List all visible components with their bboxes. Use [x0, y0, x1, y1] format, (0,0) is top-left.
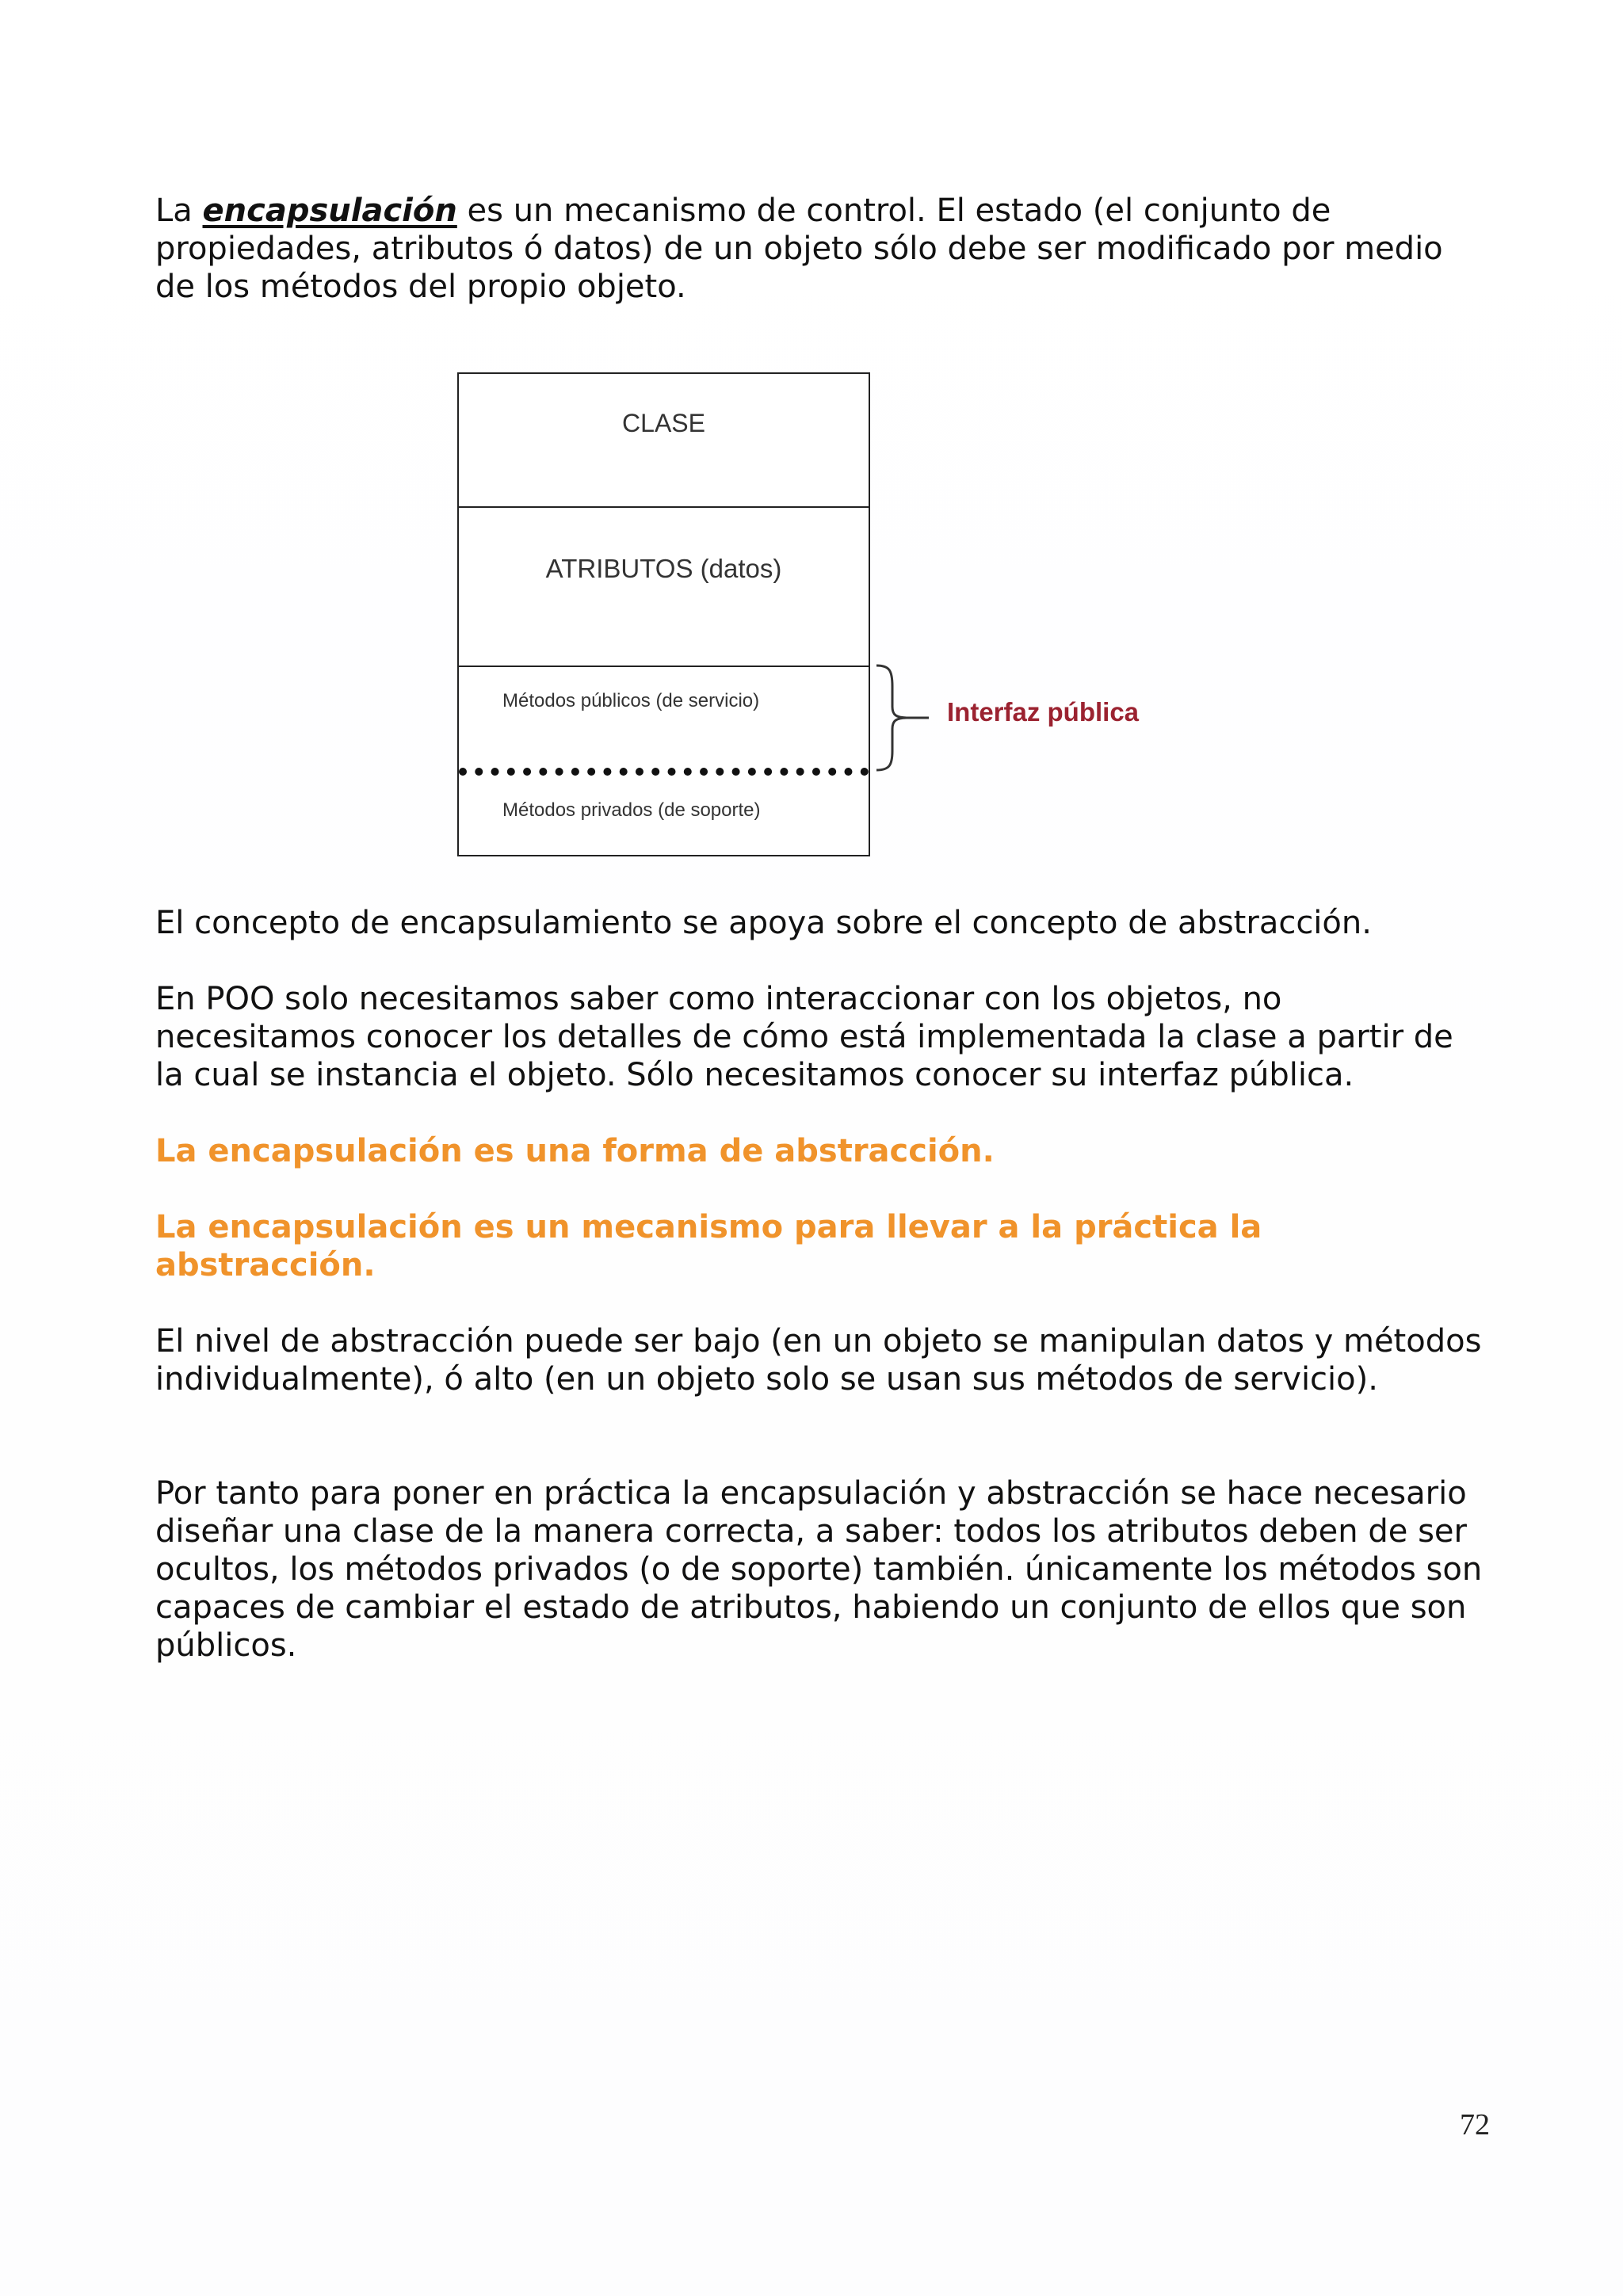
diagram-private-methods-cell	[459, 770, 869, 855]
diagram-class-label: CLASE	[622, 409, 705, 437]
highlight-statement-1: La encapsulación es una forma de abstracción.	[155, 1133, 995, 1169]
intro-paragraph	[155, 192, 1487, 306]
diagram-public-methods-cell	[459, 667, 869, 770]
page-number: 72	[1460, 2108, 1490, 2142]
encapsulacion-term: encapsulación	[202, 193, 457, 229]
class-design-paragraph: Por tanto para poner en práctica la encapsulación y abstracción se hace necesario diseñar una clase de la manera correcta, a saber: todos los atributos deben de ser ocultos, los métodos privados (o de soporte) también. únicamente los métodos son capaces de cambiar el estado de atributos, habiendo un conjunto de ellos que son públicos.	[155, 1475, 1483, 1664]
diagram-attributes-label: ATRIBUTOS (datos)	[545, 554, 782, 583]
diagram-private-methods-label: Métodos privados (de soporte)	[502, 799, 761, 821]
curly-brace-icon	[872, 662, 935, 773]
diagram-public-methods-label: Métodos públicos (de servicio)	[502, 690, 760, 711]
class-diagram	[457, 372, 870, 856]
diagram-attributes-cell	[459, 508, 869, 667]
diagram-class-cell	[459, 374, 869, 508]
intro-prefix: La	[155, 193, 203, 229]
public-interface-label: Interfaz pública	[947, 697, 1140, 727]
abstraction-paragraph: El concepto de encapsulamiento se apoya sobre el concepto de abstracción.	[155, 905, 1372, 941]
abstraction-level-paragraph: El nivel de abstracción puede ser bajo (en un objeto se manipulan datos y métodos individualmente), ó alto (en un objeto solo se usan sus métodos de servicio).	[155, 1323, 1482, 1398]
poo-paragraph: En POO solo necesitamos saber como interaccionar con los objetos, no necesitamos conocer los detalles de cómo está implementada la clase a partir de la cual se instancia el objeto. Sólo necesitamos conocer su interfaz pública.	[155, 981, 1453, 1093]
highlight-statement-2: La encapsulación es un mecanismo para llevar a la práctica la abstracción.	[155, 1209, 1262, 1283]
intro-rest: es un mecanismo de control. El estado (el conjunto de propiedades, atributos ó datos) de un objeto sólo debe ser modificado por medio de los métodos del propio objeto.	[155, 193, 1443, 305]
